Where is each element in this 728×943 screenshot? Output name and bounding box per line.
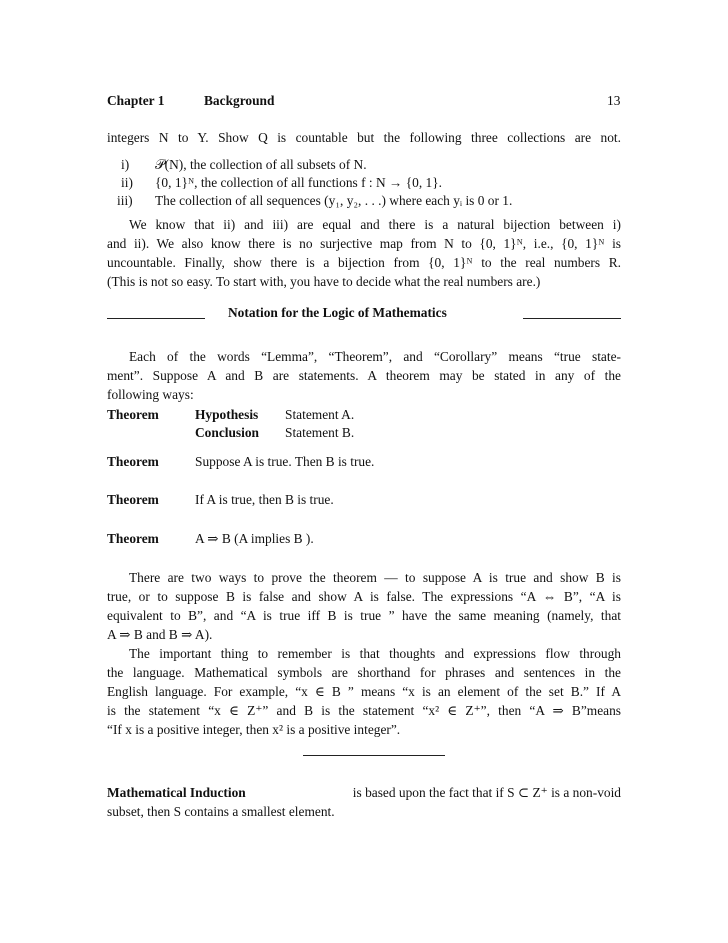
- induction-text: is based upon the fact that if S ⊂ Z⁺ is a non-void: [352, 785, 621, 800]
- list-item-number: ii): [121, 175, 133, 190]
- paragraph-line: There are two ways to prove the theorem — to suppose A is true and show B is: [129, 570, 621, 585]
- paragraph-line: ment”. Suppose A and B are statements. A theorem may be stated in any of the: [107, 368, 621, 383]
- paragraph-line: The important thing to remember is that thoughts and expressions flow through: [129, 646, 621, 661]
- paragraph-line: equivalent to B”, and “A is true iff B is true ” have the same meaning (namely, that: [107, 608, 621, 623]
- paragraph-line: We know that ii) and iii) are equal and there is a natural bijection between i): [129, 217, 621, 232]
- section-rule-right: [523, 318, 621, 319]
- hypothesis-text: Statement A.: [285, 407, 355, 422]
- section-divider: [303, 755, 445, 756]
- paragraph-line: A ⇒ B and B ⇒ A).: [107, 627, 213, 642]
- paragraph-line: and ii). We also know there is no surjective map from N to {0, 1}ᴺ, i.e., {0, 1}ᴺ is: [107, 236, 621, 251]
- theorem-label: Theorem: [107, 531, 159, 546]
- page-number: 13: [607, 93, 621, 108]
- theorem-label: Theorem: [107, 454, 159, 469]
- theorem-label: Theorem: [107, 407, 159, 422]
- chapter-label: Chapter 1: [107, 93, 165, 108]
- list-item-text: 𝒫(N), the collection of all subsets of N.: [155, 157, 367, 172]
- paragraph-line: subset, then S contains a smallest element.: [107, 804, 335, 819]
- hypothesis-label: Hypothesis: [195, 407, 259, 422]
- theorem-text: Suppose A is true. Then B is true.: [195, 454, 375, 469]
- paragraph-line: [107, 785, 621, 801]
- paragraph-line: English language. For example, “x ∈ B ” means “x is an element of the set B.” If A: [107, 684, 621, 699]
- section-rule-left: [107, 318, 205, 319]
- paragraph-line: the language. Mathematical symbols are shorthand for phrases and sentences in the: [107, 665, 621, 680]
- theorem-text: If A is true, then B is true.: [195, 492, 334, 507]
- paragraph-line: (This is not so easy. To start with, you have to decide what the real numbers are.): [107, 274, 541, 289]
- induction-term: Mathematical Induction: [107, 785, 246, 800]
- conclusion-label: Conclusion: [195, 425, 259, 440]
- paragraph-line: uncountable. Finally, show there is a bijection from {0, 1}ᴺ to the real numbers R.: [107, 255, 621, 270]
- section-label: Background: [204, 93, 275, 108]
- paragraph-line: “If x is a positive integer, then x² is a positive integer”.: [107, 722, 401, 737]
- theorem-text: A ⇒ B (A implies B ).: [195, 531, 314, 546]
- conclusion-text: Statement B.: [285, 425, 355, 440]
- list-item-number: i): [121, 157, 130, 172]
- list-item-text: {0, 1}ᴺ, the collection of all functions f : N → {0, 1}.: [155, 175, 443, 190]
- theorem-label: Theorem: [107, 492, 159, 507]
- list-item-number: iii): [117, 193, 133, 208]
- paragraph-line: true, or to suppose B is false and show A is false. The expressions “A ⇔ B”, “A is: [107, 589, 621, 604]
- list-item-text: The collection of all sequences (y₁, y₂, . . .) where each yᵢ is 0 or 1.: [155, 193, 513, 208]
- paragraph-line: is the statement “x ∈ Z⁺” and B is the statement “x² ∈ Z⁺”, then “A ⇒ B”means: [107, 703, 621, 718]
- paragraph-line: following ways:: [107, 387, 194, 402]
- intro-line: integers N to Y. Show Q is countable but the following three collections are not.: [107, 130, 621, 145]
- paragraph-line: Each of the words “Lemma”, “Theorem”, and “Corollary” means “true state-: [129, 349, 621, 364]
- section-title: Notation for the Logic of Mathematics: [228, 305, 447, 320]
